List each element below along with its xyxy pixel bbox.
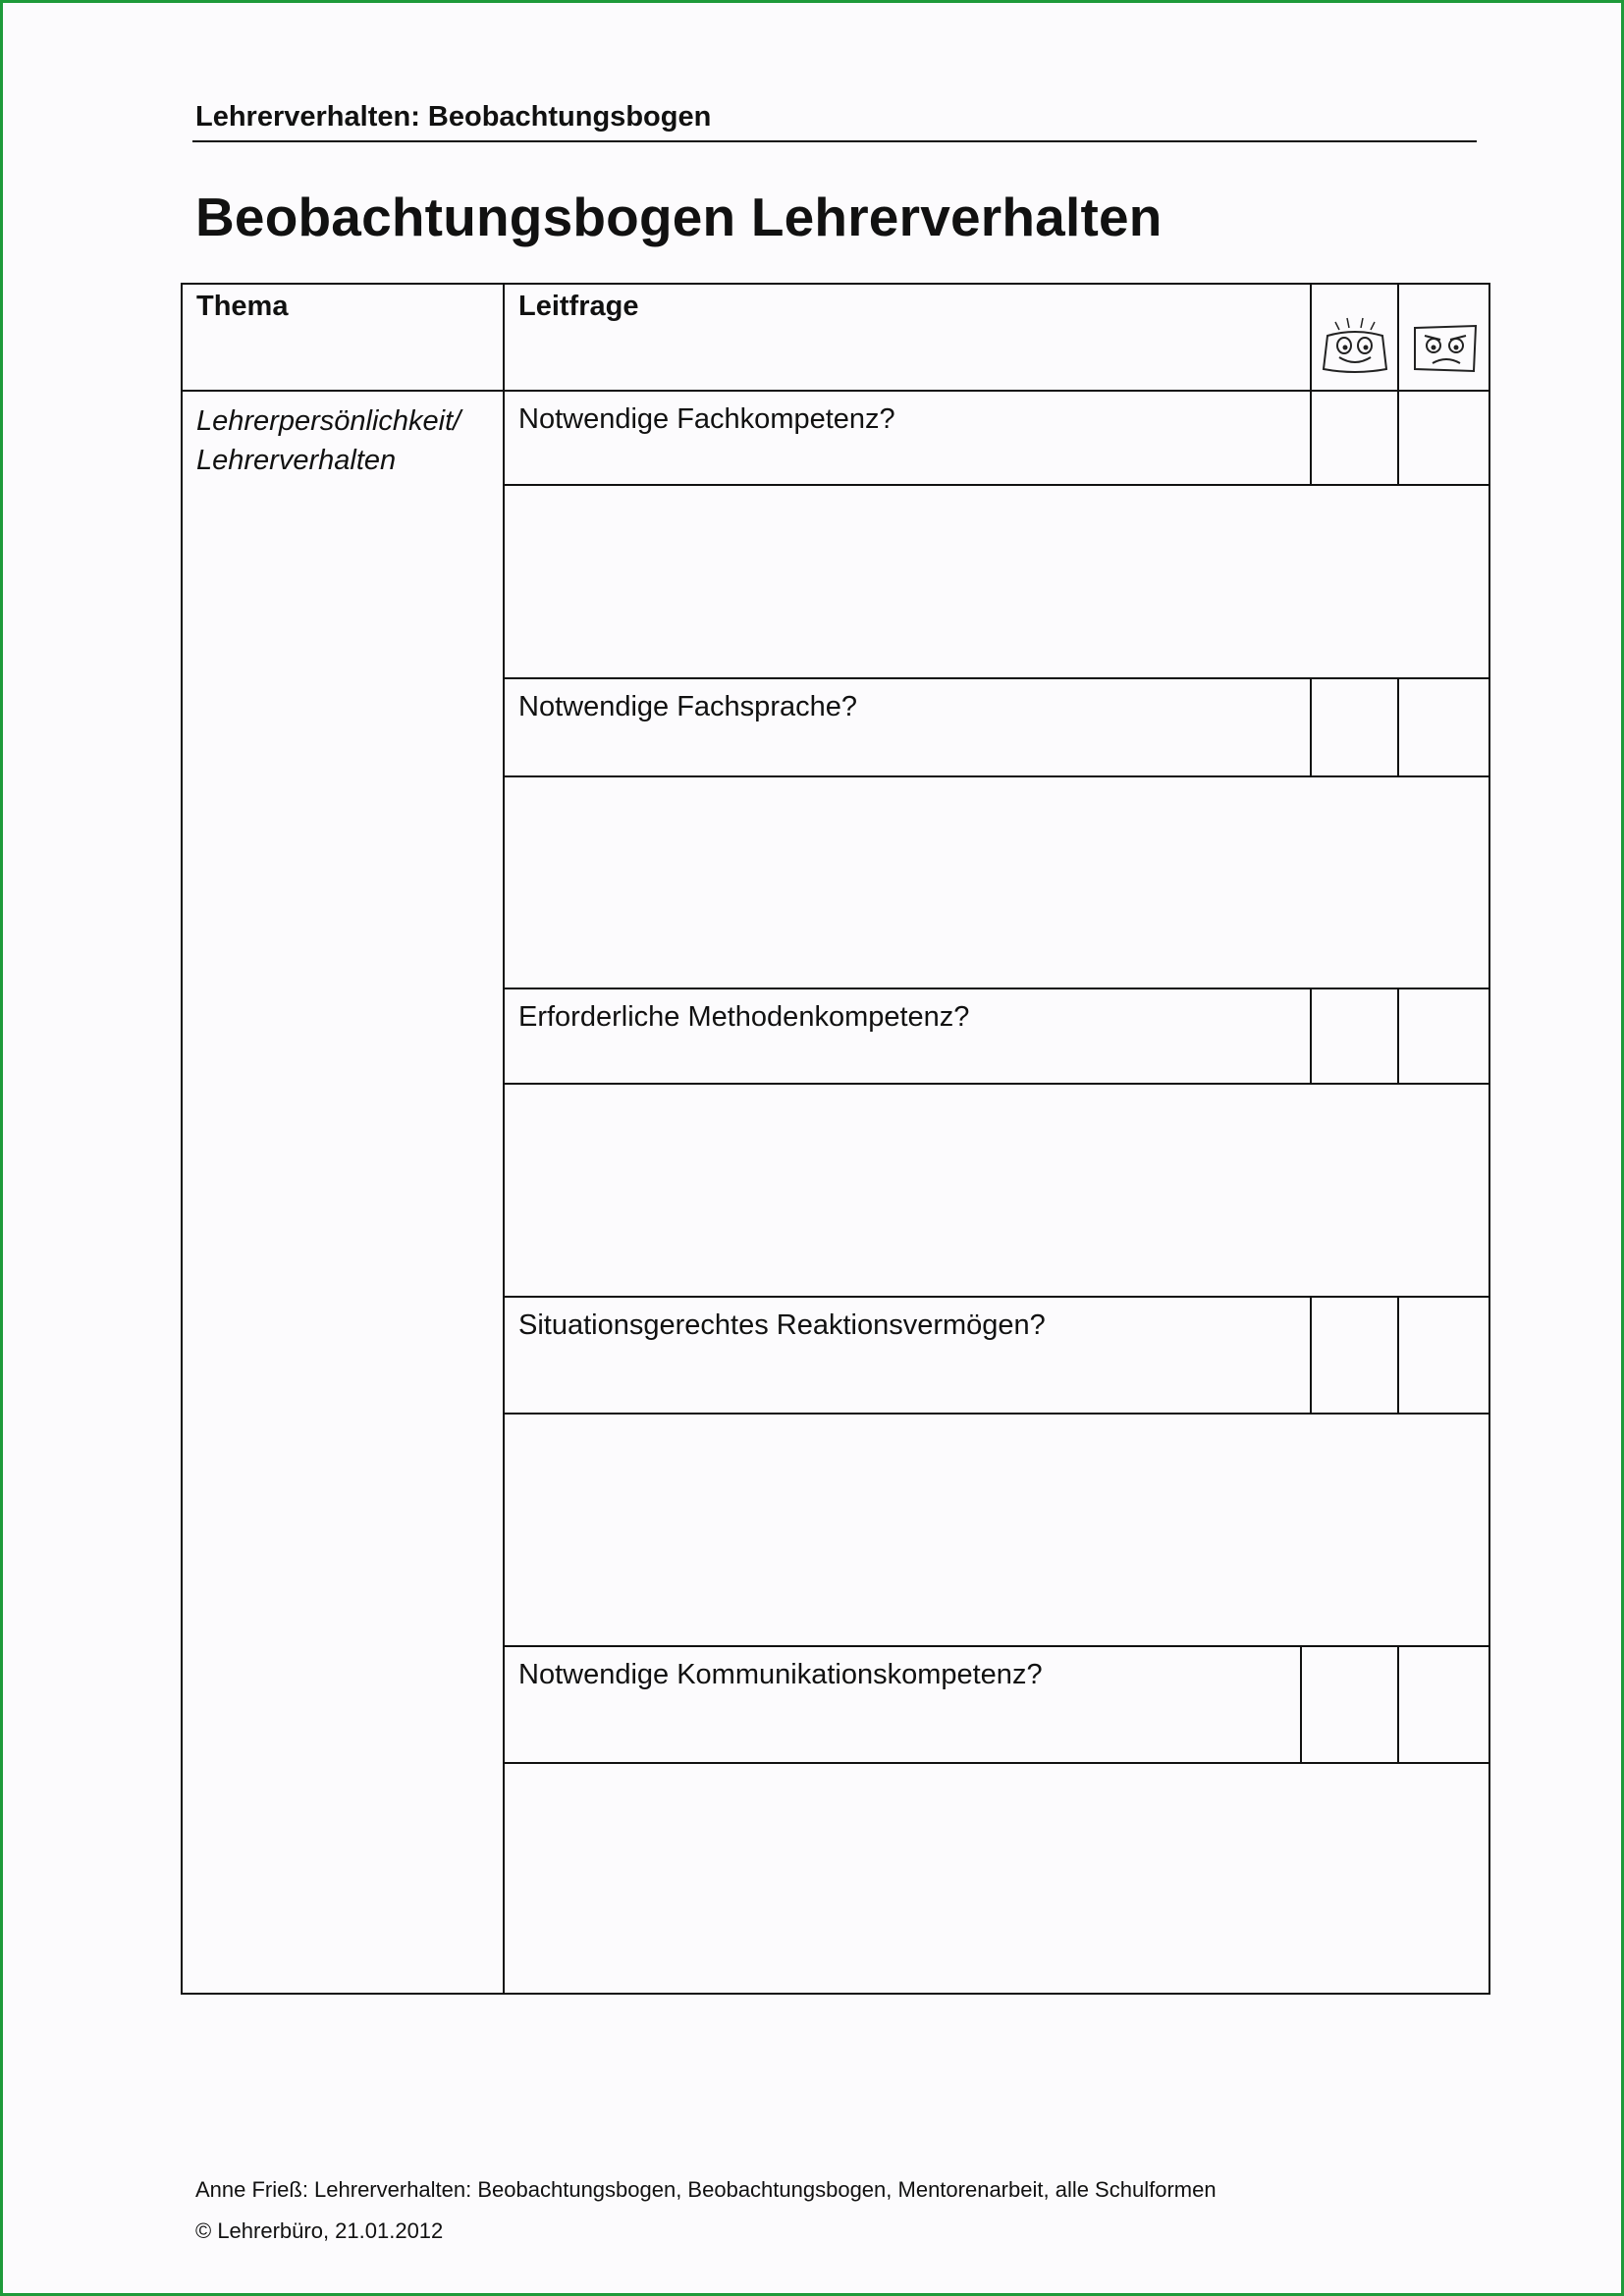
footer-copyright: © Lehrerbüro, 21.01.2012 <box>195 2218 444 2243</box>
notes-cell[interactable] <box>504 1084 1489 1297</box>
notes-cell[interactable] <box>504 485 1489 678</box>
rating-positive-cell[interactable] <box>1311 678 1398 775</box>
question-cell: Notwendige Fachsprache? <box>504 678 1311 775</box>
column-header-question: Leitfrage <box>504 284 1311 391</box>
question-cell: Notwendige Fachkompetenz? <box>504 391 1311 485</box>
question-cell: Erforderliche Methodenkompetenz? <box>504 988 1311 1084</box>
question-cell: Notwendige Kommunikationskompetenz? <box>504 1646 1301 1763</box>
rating-negative-cell[interactable] <box>1398 988 1489 1084</box>
rating-positive-cell[interactable] <box>1311 1297 1398 1414</box>
notes-cell[interactable] <box>504 1414 1489 1645</box>
running-header: Lehrerverhalten: Beobachtungsbogen <box>195 101 712 133</box>
table-header-row <box>182 284 1489 391</box>
sad-face-icon <box>1407 314 1482 379</box>
footer-source: Anne Frieß: Lehrerverhalten: Beobachtungsbogen, Beobachtungsbogen, Mentorenarbeit, alle Schulformen <box>195 2177 1217 2202</box>
rating-negative-cell[interactable] <box>1398 678 1489 775</box>
rating-positive-cell[interactable] <box>1301 1646 1398 1763</box>
observation-table <box>181 283 1490 1995</box>
rating-negative-cell[interactable] <box>1398 1646 1489 1763</box>
happy-face-icon <box>1318 314 1392 379</box>
rating-negative-cell[interactable] <box>1398 391 1489 485</box>
rating-positive-cell[interactable] <box>1311 391 1398 485</box>
rating-negative-cell[interactable] <box>1398 1297 1489 1414</box>
rating-positive-cell[interactable] <box>1311 988 1398 1084</box>
column-header-negative <box>1398 284 1489 391</box>
question-cell: Situationsgerechtes Reaktionsvermögen? <box>504 1297 1311 1414</box>
notes-cell[interactable] <box>504 1763 1489 1994</box>
column-header-positive <box>1311 284 1398 391</box>
table-row <box>182 391 1489 485</box>
topic-cell: Lehrerpersönlichkeit/ Lehrerverhalten <box>182 391 504 1994</box>
page-title: Beobachtungsbogen Lehrerverhalten <box>195 187 1163 247</box>
header-divider <box>192 140 1477 142</box>
notes-cell[interactable] <box>504 776 1489 988</box>
column-header-topic: Thema <box>182 284 504 391</box>
